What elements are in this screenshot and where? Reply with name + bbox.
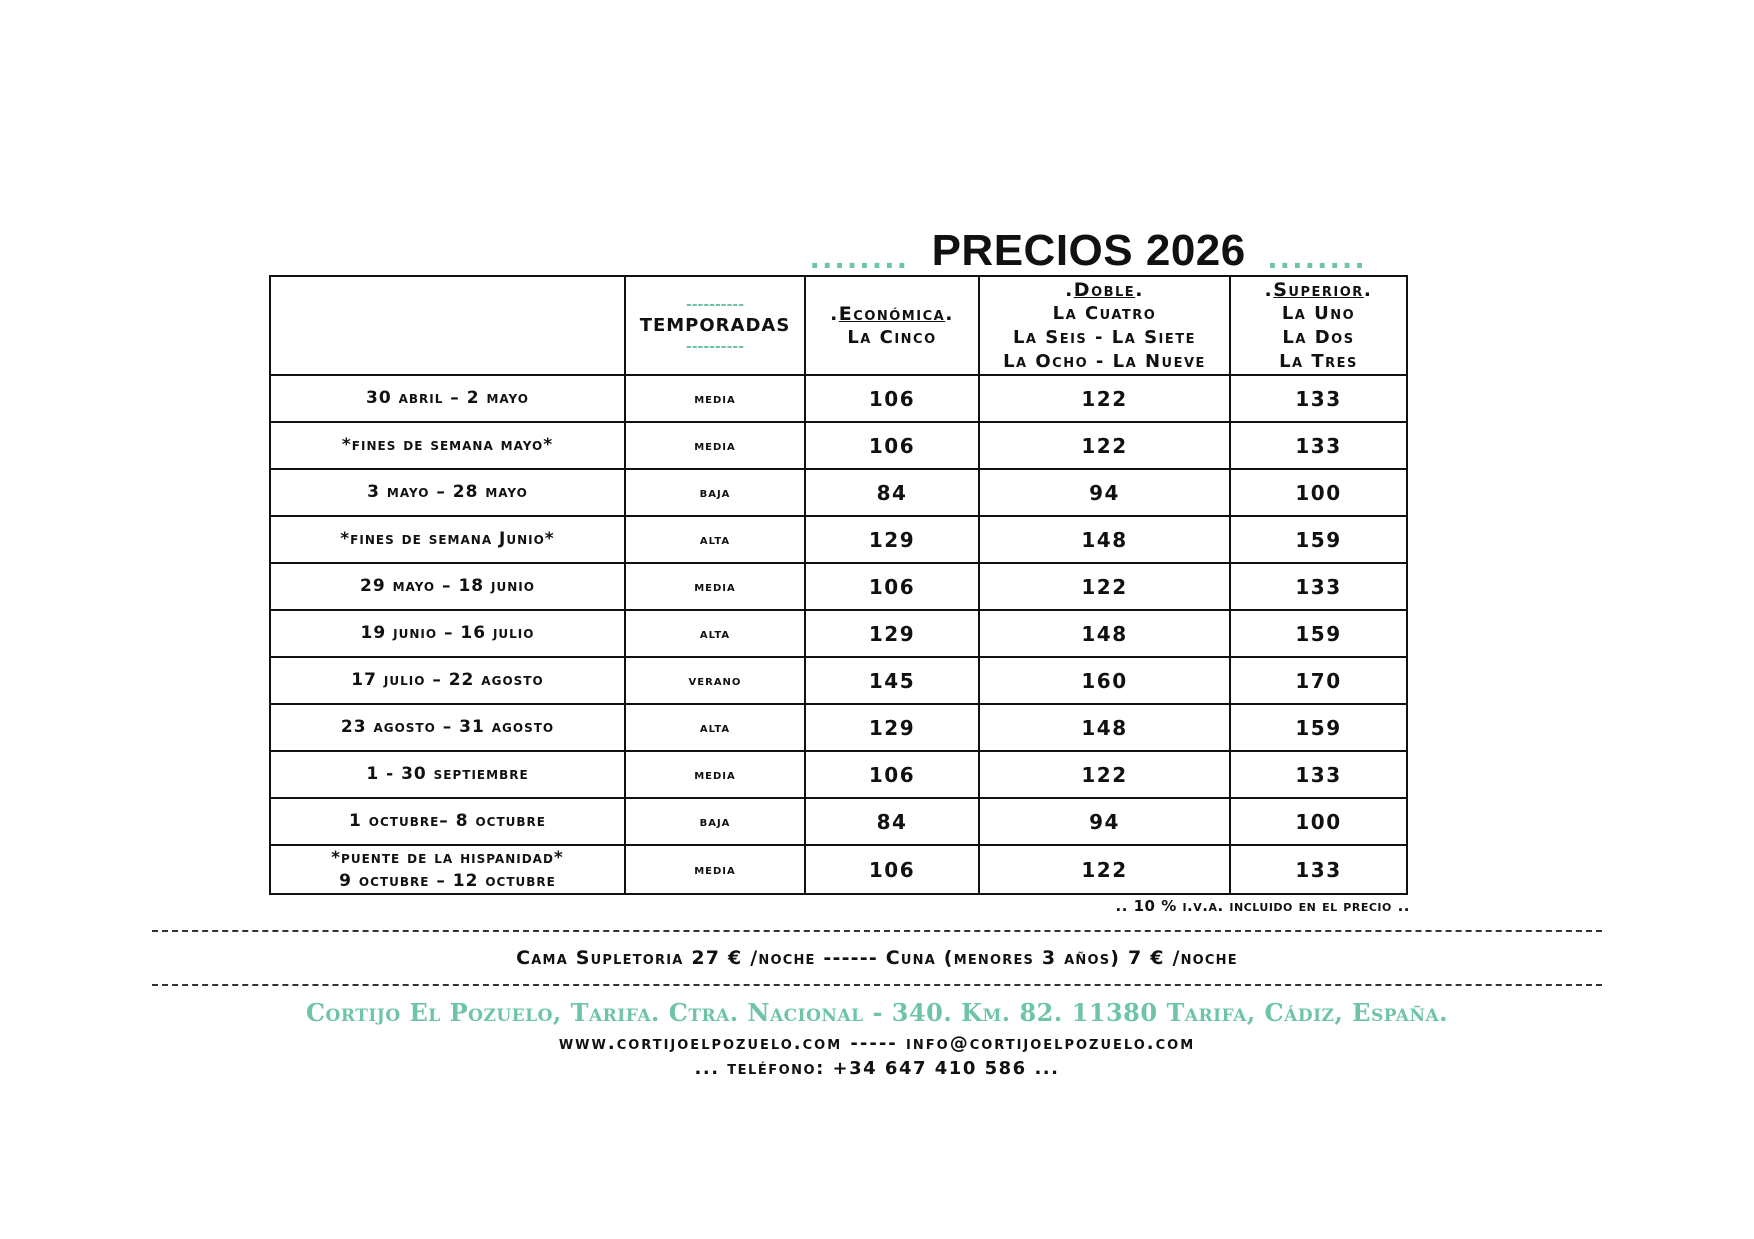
table-row (270, 610, 1407, 657)
period-cell: 1 - 30 septiembre (270, 751, 625, 798)
header-economica (805, 276, 979, 375)
price-doble: 148 (979, 610, 1230, 657)
period-cell: *fines de semana Junio* (270, 516, 625, 563)
price-doble: 94 (979, 469, 1230, 516)
period-cell: 29 mayo – 18 junio (270, 563, 625, 610)
room-name: La Dos (1282, 326, 1355, 348)
title-dots-left: ........ (810, 238, 910, 276)
header-superior (1230, 276, 1407, 375)
period-cell: 30 abril – 2 mayo (270, 375, 625, 422)
table-row (270, 845, 1407, 894)
season-cell: alta (625, 516, 805, 563)
category-economica-label: Económica (838, 302, 946, 325)
price-economica: 129 (805, 704, 979, 751)
temporadas-dash-bottom: ---------- (685, 338, 745, 355)
price-doble: 122 (979, 563, 1230, 610)
period-line-2: 9 octubre – 12 octubre (339, 870, 556, 891)
category-name: .Económica. (830, 302, 954, 325)
extras-line: Cama Supletoria 27 € /noche ------ Cuna (menores 3 años) 7 € /noche (516, 947, 1238, 969)
price-economica: 106 (805, 375, 979, 422)
header-empty-cell (270, 276, 625, 375)
footer-address: Cortijo El Pozuelo, Tarifa. Ctra. Nacional - 340. Km. 82. 11380 Tarifa, Cádiz, España. (305, 998, 1449, 1027)
price-superior: 159 (1230, 704, 1407, 751)
season-cell: media (625, 375, 805, 422)
room-name: La Uno (1281, 302, 1356, 324)
price-economica: 106 (805, 751, 979, 798)
temporadas-label: TEMPORADAS (639, 314, 791, 336)
price-doble: 148 (979, 704, 1230, 751)
divider-bottom (152, 984, 1602, 986)
table-row (270, 375, 1407, 422)
room-name: La Ocho - La Nueve (1003, 350, 1206, 372)
price-economica: 129 (805, 610, 979, 657)
period-cell: *fines de semana mayo* (270, 422, 625, 469)
price-doble: 160 (979, 657, 1230, 704)
season-cell: media (625, 751, 805, 798)
table-row (270, 422, 1407, 469)
season-cell: verano (625, 657, 805, 704)
price-doble: 94 (979, 798, 1230, 845)
price-superior: 100 (1230, 798, 1407, 845)
table-row (270, 751, 1407, 798)
price-superior: 100 (1230, 469, 1407, 516)
table-row (270, 704, 1407, 751)
season-cell: media (625, 422, 805, 469)
price-superior: 133 (1230, 751, 1407, 798)
price-economica: 129 (805, 516, 979, 563)
price-doble: 122 (979, 845, 1230, 894)
category-name: .Doble. (1065, 278, 1144, 301)
price-superior: 159 (1230, 516, 1407, 563)
price-doble: 148 (979, 516, 1230, 563)
price-table (269, 275, 1408, 895)
price-superior: 133 (1230, 845, 1407, 894)
period-cell: 3 mayo – 28 mayo (270, 469, 625, 516)
header-doble (979, 276, 1230, 375)
period-cell: 1 octubre– 8 octubre (270, 798, 625, 845)
title-dots-right: ........ (1267, 238, 1368, 276)
price-doble: 122 (979, 375, 1230, 422)
table-row (270, 798, 1407, 845)
price-superior: 170 (1230, 657, 1407, 704)
title-row (810, 228, 1367, 274)
period-cell: 17 julio – 22 agosto (270, 657, 625, 704)
room-name: La Tres (1279, 350, 1358, 372)
season-cell: alta (625, 704, 805, 751)
price-doble: 122 (979, 422, 1230, 469)
period-cell: 19 junio – 16 julio (270, 610, 625, 657)
room-name: La Seis - La Siete (1012, 326, 1197, 348)
season-cell: baja (625, 469, 805, 516)
season-cell: alta (625, 610, 805, 657)
price-economica: 84 (805, 798, 979, 845)
price-economica: 106 (805, 422, 979, 469)
footer-web-email: www.cortijoelpozuelo.com ----- info@cortijoelpozuelo.com (558, 1033, 1196, 1054)
price-economica: 106 (805, 845, 979, 894)
price-economica: 145 (805, 657, 979, 704)
price-superior: 133 (1230, 375, 1407, 422)
price-economica: 106 (805, 563, 979, 610)
season-cell: media (625, 563, 805, 610)
period-line-1: *puente de la hispanidad* (331, 847, 564, 868)
table-row (270, 469, 1407, 516)
period-cell (270, 845, 625, 894)
temporadas-dash-top: ---------- (685, 296, 745, 313)
table-header-row (270, 276, 1407, 375)
divider-top (152, 930, 1602, 932)
period-cell: 23 agosto – 31 agosto (270, 704, 625, 751)
season-cell: baja (625, 798, 805, 845)
iva-note: .. 10 % i.v.a. incluido en el precio .. (1115, 897, 1410, 915)
category-name: .Superior. (1264, 278, 1373, 301)
table-row (270, 563, 1407, 610)
category-superior-label: Superior (1273, 278, 1364, 301)
price-superior: 159 (1230, 610, 1407, 657)
room-name: La Cuatro (1052, 302, 1157, 324)
price-doble: 122 (979, 751, 1230, 798)
room-name: La Cinco (847, 326, 937, 348)
season-cell: media (625, 845, 805, 894)
price-economica: 84 (805, 469, 979, 516)
table-row (270, 516, 1407, 563)
footer-phone: ... teléfono: +34 647 410 586 ... (694, 1058, 1060, 1079)
table-row (270, 657, 1407, 704)
page-title: PRECIOS 2026 (931, 226, 1246, 275)
category-doble-label: Doble (1073, 278, 1136, 301)
price-superior: 133 (1230, 422, 1407, 469)
header-temporadas (625, 276, 805, 375)
price-superior: 133 (1230, 563, 1407, 610)
